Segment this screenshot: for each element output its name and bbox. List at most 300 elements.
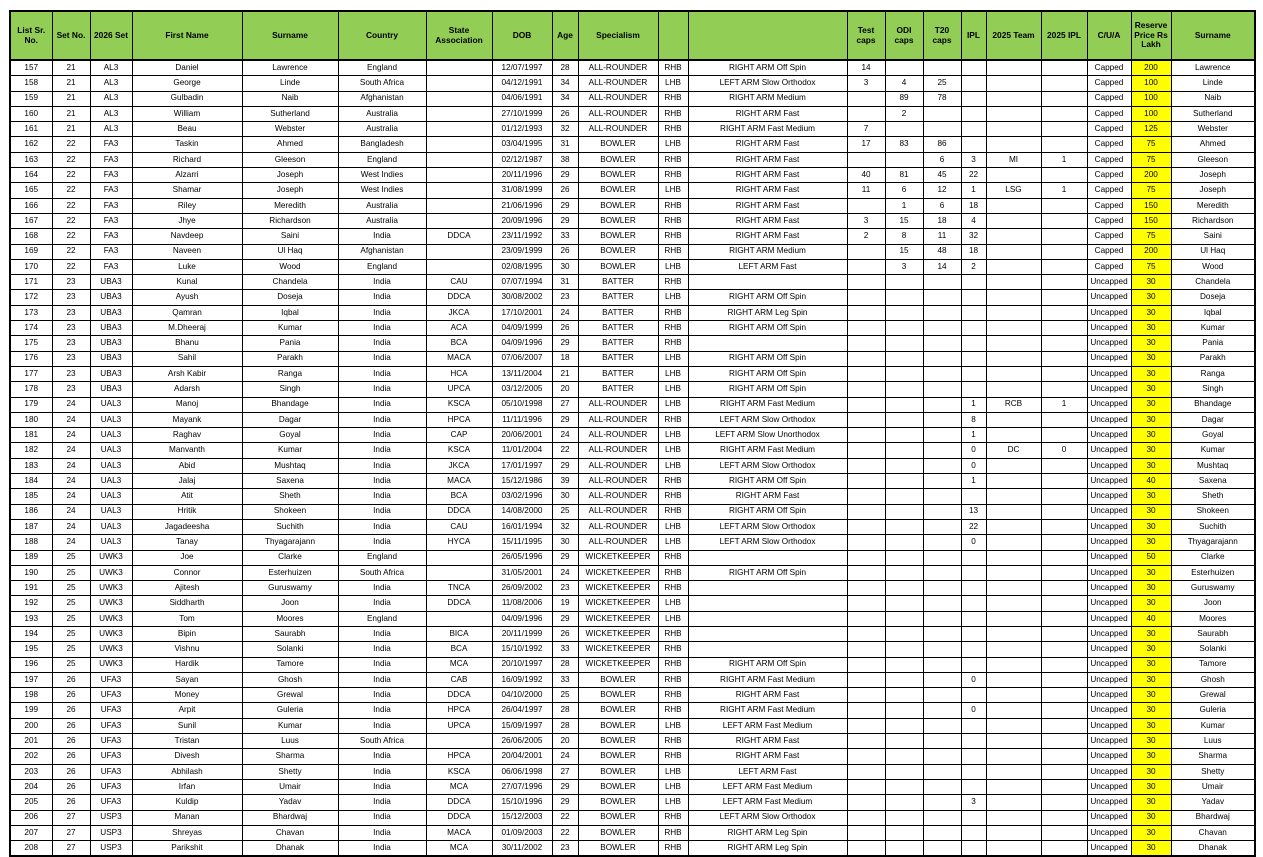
cell-odi-caps[interactable]: 1 (885, 198, 923, 213)
cell-ipl[interactable]: 0 (961, 535, 986, 550)
cell-set-no[interactable]: 23 (52, 275, 90, 290)
cell-first-name[interactable]: Bipin (132, 626, 242, 641)
cell-state-association[interactable] (426, 183, 492, 198)
cell-2025-team[interactable] (986, 382, 1041, 397)
cell-odi-caps[interactable] (885, 718, 923, 733)
cell-surname[interactable]: Umair (1171, 779, 1255, 794)
cell-age[interactable]: 19 (552, 596, 578, 611)
cell-surname[interactable]: Ul Haq (242, 244, 338, 259)
cell-surname[interactable]: Meredith (242, 198, 338, 213)
cell-first-name[interactable]: Manvanth (132, 443, 242, 458)
cell-specialism[interactable]: BOWLER (578, 244, 658, 259)
cell-blank-10[interactable]: LHB (658, 779, 688, 794)
cell-c-u-a[interactable]: Capped (1087, 259, 1131, 274)
cell-reserve-price-rs-lakh[interactable]: 40 (1131, 611, 1171, 626)
cell-set-no[interactable]: 25 (52, 626, 90, 641)
cell-state-association[interactable]: DDCA (426, 229, 492, 244)
cell-2026-set[interactable]: AL3 (90, 91, 132, 106)
cell-dob[interactable]: 26/09/2002 (492, 581, 552, 596)
cell-specialism[interactable]: WICKETKEEPER (578, 611, 658, 626)
cell-odi-caps[interactable] (885, 336, 923, 351)
cell-blank-10[interactable]: LHB (658, 351, 688, 366)
cell-ipl[interactable] (961, 565, 986, 580)
cell-dob[interactable]: 07/06/2007 (492, 351, 552, 366)
cell-c-u-a[interactable]: Uncapped (1087, 688, 1131, 703)
cell-blank-11[interactable]: RIGHT ARM Fast (688, 749, 847, 764)
cell-odi-caps[interactable] (885, 581, 923, 596)
cell-blank-11[interactable]: LEFT ARM Fast Medium (688, 795, 847, 810)
cell-c-u-a[interactable]: Uncapped (1087, 336, 1131, 351)
cell-blank-11[interactable]: RIGHT ARM Fast (688, 183, 847, 198)
cell-c-u-a[interactable]: Uncapped (1087, 321, 1131, 336)
cell-2026-set[interactable]: AL3 (90, 122, 132, 137)
table-row[interactable] (10, 183, 1255, 198)
cell-dob[interactable]: 02/08/1995 (492, 259, 552, 274)
cell-country[interactable]: India (338, 535, 426, 550)
cell-ipl[interactable] (961, 489, 986, 504)
cell-state-association[interactable]: MACA (426, 474, 492, 489)
cell-state-association[interactable]: MACA (426, 825, 492, 840)
cell-set-no[interactable]: 25 (52, 642, 90, 657)
cell-t20-caps[interactable] (923, 642, 961, 657)
cell-odi-caps[interactable]: 15 (885, 244, 923, 259)
cell-surname[interactable]: Wood (1171, 259, 1255, 274)
table-row[interactable] (10, 749, 1255, 764)
cell-blank-11[interactable]: RIGHT ARM Off Spin (688, 657, 847, 672)
cell-t20-caps[interactable] (923, 749, 961, 764)
cell-age[interactable]: 26 (552, 183, 578, 198)
cell-t20-caps[interactable] (923, 581, 961, 596)
cell-specialism[interactable]: BOWLER (578, 259, 658, 274)
cell-first-name[interactable]: M.Dheeraj (132, 321, 242, 336)
cell-blank-10[interactable]: RHB (658, 321, 688, 336)
cell-specialism[interactable]: BATTER (578, 366, 658, 381)
cell-country[interactable]: India (338, 397, 426, 412)
cell-2026-set[interactable]: UWK3 (90, 611, 132, 626)
cell-country[interactable]: India (338, 229, 426, 244)
table-row[interactable] (10, 581, 1255, 596)
cell-surname[interactable]: Singh (1171, 382, 1255, 397)
table-row[interactable] (10, 198, 1255, 213)
cell-surname[interactable]: Goyal (1171, 428, 1255, 443)
cell-blank-11[interactable]: LEFT ARM Fast Medium (688, 779, 847, 794)
cell-blank-10[interactable]: LHB (658, 259, 688, 274)
table-row[interactable] (10, 275, 1255, 290)
cell-set-no[interactable]: 25 (52, 611, 90, 626)
cell-2025-team[interactable] (986, 290, 1041, 305)
cell-blank-11[interactable]: RIGHT ARM Leg Spin (688, 841, 847, 857)
cell-age[interactable]: 20 (552, 734, 578, 749)
cell-dob[interactable]: 03/04/1995 (492, 137, 552, 152)
cell-blank-10[interactable]: LHB (658, 382, 688, 397)
cell-specialism[interactable]: BOWLER (578, 718, 658, 733)
cell-c-u-a[interactable]: Capped (1087, 122, 1131, 137)
cell-set-no[interactable]: 22 (52, 152, 90, 167)
cell-first-name[interactable]: Jagadeesha (132, 519, 242, 534)
cell-t20-caps[interactable] (923, 397, 961, 412)
cell-test-caps[interactable]: 3 (847, 76, 885, 91)
cell-2025-team[interactable] (986, 734, 1041, 749)
cell-2025-ipl[interactable] (1041, 305, 1087, 320)
cell-2026-set[interactable]: UFA3 (90, 688, 132, 703)
cell-reserve-price-rs-lakh[interactable]: 30 (1131, 642, 1171, 657)
cell-list-sr-no[interactable]: 180 (10, 412, 52, 427)
cell-blank-10[interactable]: LHB (658, 428, 688, 443)
cell-first-name[interactable]: Jalaj (132, 474, 242, 489)
cell-specialism[interactable]: ALL-ROUNDER (578, 122, 658, 137)
cell-odi-caps[interactable] (885, 382, 923, 397)
cell-test-caps[interactable] (847, 504, 885, 519)
cell-test-caps[interactable] (847, 152, 885, 167)
cell-reserve-price-rs-lakh[interactable]: 200 (1131, 244, 1171, 259)
cell-t20-caps[interactable] (923, 519, 961, 534)
cell-2026-set[interactable]: UWK3 (90, 626, 132, 641)
cell-list-sr-no[interactable]: 199 (10, 703, 52, 718)
cell-reserve-price-rs-lakh[interactable]: 30 (1131, 412, 1171, 427)
cell-country[interactable]: Australia (338, 122, 426, 137)
column-header-surname[interactable]: Surname (242, 11, 338, 60)
cell-set-no[interactable]: 26 (52, 734, 90, 749)
cell-surname[interactable]: Solanki (1171, 642, 1255, 657)
cell-country[interactable]: India (338, 626, 426, 641)
cell-dob[interactable]: 20/11/1996 (492, 168, 552, 183)
cell-first-name[interactable]: George (132, 76, 242, 91)
cell-list-sr-no[interactable]: 200 (10, 718, 52, 733)
cell-specialism[interactable]: BATTER (578, 351, 658, 366)
cell-specialism[interactable]: BOWLER (578, 810, 658, 825)
cell-state-association[interactable]: CAP (426, 428, 492, 443)
cell-test-caps[interactable] (847, 106, 885, 121)
cell-t20-caps[interactable] (923, 550, 961, 565)
cell-t20-caps[interactable]: 6 (923, 198, 961, 213)
table-row[interactable] (10, 290, 1255, 305)
cell-list-sr-no[interactable]: 168 (10, 229, 52, 244)
cell-blank-10[interactable]: RHB (658, 106, 688, 121)
cell-2025-ipl[interactable] (1041, 458, 1087, 473)
cell-set-no[interactable]: 22 (52, 168, 90, 183)
cell-2025-team[interactable] (986, 779, 1041, 794)
cell-ipl[interactable] (961, 810, 986, 825)
cell-2025-team[interactable] (986, 795, 1041, 810)
cell-c-u-a[interactable]: Capped (1087, 168, 1131, 183)
cell-ipl[interactable] (961, 336, 986, 351)
cell-surname[interactable]: Pania (1171, 336, 1255, 351)
cell-specialism[interactable]: WICKETKEEPER (578, 642, 658, 657)
cell-set-no[interactable]: 23 (52, 382, 90, 397)
cell-age[interactable]: 25 (552, 504, 578, 519)
cell-ipl[interactable] (961, 596, 986, 611)
cell-2026-set[interactable]: UWK3 (90, 565, 132, 580)
cell-specialism[interactable]: BOWLER (578, 779, 658, 794)
cell-surname[interactable]: Lawrence (1171, 60, 1255, 76)
cell-surname[interactable]: Guleria (242, 703, 338, 718)
cell-first-name[interactable]: Bhanu (132, 336, 242, 351)
cell-odi-caps[interactable]: 6 (885, 183, 923, 198)
cell-specialism[interactable]: ALL-ROUNDER (578, 397, 658, 412)
cell-2026-set[interactable]: UWK3 (90, 642, 132, 657)
table-row[interactable] (10, 504, 1255, 519)
cell-first-name[interactable]: Ajitesh (132, 581, 242, 596)
cell-t20-caps[interactable] (923, 321, 961, 336)
cell-state-association[interactable]: KSCA (426, 397, 492, 412)
cell-list-sr-no[interactable]: 172 (10, 290, 52, 305)
cell-test-caps[interactable] (847, 810, 885, 825)
cell-blank-11[interactable]: RIGHT ARM Fast Medium (688, 703, 847, 718)
cell-set-no[interactable]: 26 (52, 703, 90, 718)
cell-surname[interactable]: Shokeen (1171, 504, 1255, 519)
cell-surname[interactable]: Sheth (242, 489, 338, 504)
cell-ipl[interactable] (961, 351, 986, 366)
cell-blank-11[interactable]: RIGHT ARM Fast (688, 106, 847, 121)
cell-blank-11[interactable]: RIGHT ARM Off Spin (688, 60, 847, 76)
cell-blank-11[interactable]: LEFT ARM Slow Orthodox (688, 535, 847, 550)
cell-c-u-a[interactable]: Uncapped (1087, 611, 1131, 626)
cell-state-association[interactable] (426, 168, 492, 183)
cell-first-name[interactable]: Tanay (132, 535, 242, 550)
cell-surname[interactable]: Saxena (1171, 474, 1255, 489)
cell-blank-11[interactable]: LEFT ARM Slow Orthodox (688, 76, 847, 91)
cell-state-association[interactable]: JKCA (426, 305, 492, 320)
cell-2025-team[interactable] (986, 749, 1041, 764)
cell-2025-ipl[interactable] (1041, 703, 1087, 718)
cell-ipl[interactable]: 0 (961, 443, 986, 458)
cell-list-sr-no[interactable]: 204 (10, 779, 52, 794)
cell-2026-set[interactable]: UBA3 (90, 351, 132, 366)
cell-set-no[interactable]: 22 (52, 183, 90, 198)
cell-blank-10[interactable]: LHB (658, 76, 688, 91)
cell-reserve-price-rs-lakh[interactable]: 30 (1131, 382, 1171, 397)
cell-2025-ipl[interactable] (1041, 749, 1087, 764)
cell-dob[interactable]: 04/09/1999 (492, 321, 552, 336)
cell-age[interactable]: 22 (552, 810, 578, 825)
cell-first-name[interactable]: Beau (132, 122, 242, 137)
cell-blank-10[interactable]: RHB (658, 122, 688, 137)
cell-blank-11[interactable]: RIGHT ARM Fast Medium (688, 122, 847, 137)
cell-dob[interactable]: 26/05/1996 (492, 550, 552, 565)
cell-2026-set[interactable]: FA3 (90, 152, 132, 167)
cell-set-no[interactable]: 24 (52, 474, 90, 489)
cell-test-caps[interactable] (847, 351, 885, 366)
table-row[interactable] (10, 321, 1255, 336)
cell-test-caps[interactable]: 14 (847, 60, 885, 76)
cell-2026-set[interactable]: UAL3 (90, 458, 132, 473)
cell-dob[interactable]: 04/12/1991 (492, 76, 552, 91)
cell-odi-caps[interactable] (885, 565, 923, 580)
cell-reserve-price-rs-lakh[interactable]: 30 (1131, 718, 1171, 733)
cell-t20-caps[interactable] (923, 764, 961, 779)
table-row[interactable] (10, 351, 1255, 366)
cell-list-sr-no[interactable]: 181 (10, 428, 52, 443)
cell-2025-ipl[interactable] (1041, 795, 1087, 810)
cell-2026-set[interactable]: UBA3 (90, 275, 132, 290)
table-row[interactable] (10, 397, 1255, 412)
cell-t20-caps[interactable] (923, 672, 961, 687)
cell-2026-set[interactable]: UFA3 (90, 764, 132, 779)
cell-dob[interactable]: 15/12/1986 (492, 474, 552, 489)
cell-2025-ipl[interactable] (1041, 244, 1087, 259)
cell-ipl[interactable] (961, 290, 986, 305)
cell-c-u-a[interactable]: Uncapped (1087, 565, 1131, 580)
cell-2025-ipl[interactable] (1041, 596, 1087, 611)
cell-dob[interactable]: 26/04/1997 (492, 703, 552, 718)
cell-dob[interactable]: 20/06/2001 (492, 428, 552, 443)
cell-first-name[interactable]: Tristan (132, 734, 242, 749)
cell-first-name[interactable]: Kunal (132, 275, 242, 290)
cell-blank-10[interactable]: RHB (658, 642, 688, 657)
cell-reserve-price-rs-lakh[interactable]: 30 (1131, 581, 1171, 596)
cell-country[interactable]: India (338, 764, 426, 779)
cell-reserve-price-rs-lakh[interactable]: 150 (1131, 198, 1171, 213)
cell-blank-10[interactable]: RHB (658, 305, 688, 320)
cell-odi-caps[interactable] (885, 519, 923, 534)
cell-c-u-a[interactable]: Capped (1087, 137, 1131, 152)
cell-surname[interactable]: Wood (242, 259, 338, 274)
cell-list-sr-no[interactable]: 166 (10, 198, 52, 213)
cell-surname[interactable]: Tamore (242, 657, 338, 672)
cell-ipl[interactable] (961, 321, 986, 336)
cell-list-sr-no[interactable]: 201 (10, 734, 52, 749)
cell-blank-10[interactable]: LHB (658, 519, 688, 534)
cell-surname[interactable]: Joon (1171, 596, 1255, 611)
cell-t20-caps[interactable]: 12 (923, 183, 961, 198)
cell-first-name[interactable]: Hardik (132, 657, 242, 672)
cell-2025-ipl[interactable] (1041, 60, 1087, 76)
cell-2025-ipl[interactable] (1041, 611, 1087, 626)
cell-test-caps[interactable] (847, 305, 885, 320)
cell-dob[interactable]: 06/06/1998 (492, 764, 552, 779)
cell-surname[interactable]: Kumar (242, 718, 338, 733)
cell-specialism[interactable]: ALL-ROUNDER (578, 519, 658, 534)
cell-2025-team[interactable] (986, 458, 1041, 473)
cell-country[interactable]: India (338, 779, 426, 794)
cell-blank-11[interactable]: LEFT ARM Slow Orthodox (688, 519, 847, 534)
cell-age[interactable]: 22 (552, 443, 578, 458)
table-row[interactable] (10, 382, 1255, 397)
cell-surname[interactable]: Goyal (242, 428, 338, 443)
cell-dob[interactable]: 20/04/2001 (492, 749, 552, 764)
cell-blank-11[interactable]: RIGHT ARM Fast (688, 198, 847, 213)
cell-first-name[interactable]: Shamar (132, 183, 242, 198)
cell-specialism[interactable]: WICKETKEEPER (578, 550, 658, 565)
cell-surname[interactable]: Suchith (242, 519, 338, 534)
cell-ipl[interactable] (961, 734, 986, 749)
cell-dob[interactable]: 17/01/1997 (492, 458, 552, 473)
cell-state-association[interactable] (426, 60, 492, 76)
cell-set-no[interactable]: 25 (52, 581, 90, 596)
cell-list-sr-no[interactable]: 183 (10, 458, 52, 473)
cell-surname[interactable]: Richardson (1171, 213, 1255, 228)
cell-c-u-a[interactable]: Uncapped (1087, 305, 1131, 320)
cell-2026-set[interactable]: UWK3 (90, 581, 132, 596)
cell-2025-team[interactable] (986, 626, 1041, 641)
cell-test-caps[interactable] (847, 795, 885, 810)
cell-surname[interactable]: Yadav (1171, 795, 1255, 810)
cell-reserve-price-rs-lakh[interactable]: 30 (1131, 703, 1171, 718)
cell-2025-ipl[interactable] (1041, 688, 1087, 703)
cell-test-caps[interactable] (847, 535, 885, 550)
cell-t20-caps[interactable] (923, 122, 961, 137)
cell-t20-caps[interactable] (923, 779, 961, 794)
cell-age[interactable]: 26 (552, 244, 578, 259)
cell-country[interactable]: Australia (338, 106, 426, 121)
cell-t20-caps[interactable] (923, 305, 961, 320)
cell-surname[interactable]: Gleeson (1171, 152, 1255, 167)
cell-age[interactable]: 33 (552, 672, 578, 687)
cell-set-no[interactable]: 26 (52, 672, 90, 687)
cell-dob[interactable]: 03/12/2005 (492, 382, 552, 397)
cell-blank-10[interactable]: LHB (658, 718, 688, 733)
cell-surname[interactable]: Dhanak (242, 841, 338, 857)
cell-test-caps[interactable] (847, 366, 885, 381)
cell-2026-set[interactable]: UBA3 (90, 305, 132, 320)
cell-blank-10[interactable]: RHB (658, 749, 688, 764)
table-row[interactable] (10, 795, 1255, 810)
column-header-t20-caps[interactable]: T20 caps (923, 11, 961, 60)
cell-state-association[interactable]: BCA (426, 336, 492, 351)
cell-age[interactable]: 29 (552, 779, 578, 794)
cell-state-association[interactable] (426, 106, 492, 121)
cell-surname[interactable]: Bhandage (1171, 397, 1255, 412)
cell-t20-caps[interactable] (923, 504, 961, 519)
cell-age[interactable]: 28 (552, 718, 578, 733)
cell-age[interactable]: 25 (552, 688, 578, 703)
cell-surname[interactable]: Shetty (1171, 764, 1255, 779)
cell-test-caps[interactable] (847, 336, 885, 351)
cell-test-caps[interactable] (847, 581, 885, 596)
cell-surname[interactable]: Joseph (242, 183, 338, 198)
cell-set-no[interactable]: 27 (52, 825, 90, 840)
cell-surname[interactable]: Saxena (242, 474, 338, 489)
cell-odi-caps[interactable] (885, 764, 923, 779)
cell-2025-team[interactable] (986, 703, 1041, 718)
cell-2025-team[interactable] (986, 550, 1041, 565)
cell-blank-10[interactable]: RHB (658, 152, 688, 167)
cell-blank-11[interactable]: RIGHT ARM Leg Spin (688, 825, 847, 840)
table-row[interactable] (10, 229, 1255, 244)
cell-2025-ipl[interactable] (1041, 213, 1087, 228)
cell-list-sr-no[interactable]: 202 (10, 749, 52, 764)
cell-c-u-a[interactable]: Uncapped (1087, 825, 1131, 840)
table-row[interactable] (10, 718, 1255, 733)
cell-surname[interactable]: Bhardwaj (1171, 810, 1255, 825)
cell-reserve-price-rs-lakh[interactable]: 125 (1131, 122, 1171, 137)
cell-country[interactable]: Afghanistan (338, 244, 426, 259)
cell-surname[interactable]: Parakh (1171, 351, 1255, 366)
cell-state-association[interactable]: CAU (426, 275, 492, 290)
cell-specialism[interactable]: WICKETKEEPER (578, 596, 658, 611)
cell-state-association[interactable] (426, 122, 492, 137)
cell-set-no[interactable]: 24 (52, 489, 90, 504)
cell-dob[interactable]: 07/07/1994 (492, 275, 552, 290)
cell-list-sr-no[interactable]: 194 (10, 626, 52, 641)
cell-state-association[interactable] (426, 76, 492, 91)
cell-blank-10[interactable]: LHB (658, 137, 688, 152)
cell-blank-10[interactable]: RHB (658, 688, 688, 703)
cell-2025-ipl[interactable] (1041, 841, 1087, 857)
cell-state-association[interactable] (426, 611, 492, 626)
cell-ipl[interactable]: 32 (961, 229, 986, 244)
cell-ipl[interactable]: 1 (961, 397, 986, 412)
cell-t20-caps[interactable] (923, 718, 961, 733)
cell-set-no[interactable]: 26 (52, 718, 90, 733)
cell-set-no[interactable]: 22 (52, 244, 90, 259)
column-header-2025-ipl[interactable]: 2025 IPL (1041, 11, 1087, 60)
cell-surname[interactable]: Ghosh (242, 672, 338, 687)
cell-state-association[interactable]: DDCA (426, 688, 492, 703)
cell-surname[interactable]: Dagar (1171, 412, 1255, 427)
cell-list-sr-no[interactable]: 207 (10, 825, 52, 840)
cell-odi-caps[interactable] (885, 351, 923, 366)
